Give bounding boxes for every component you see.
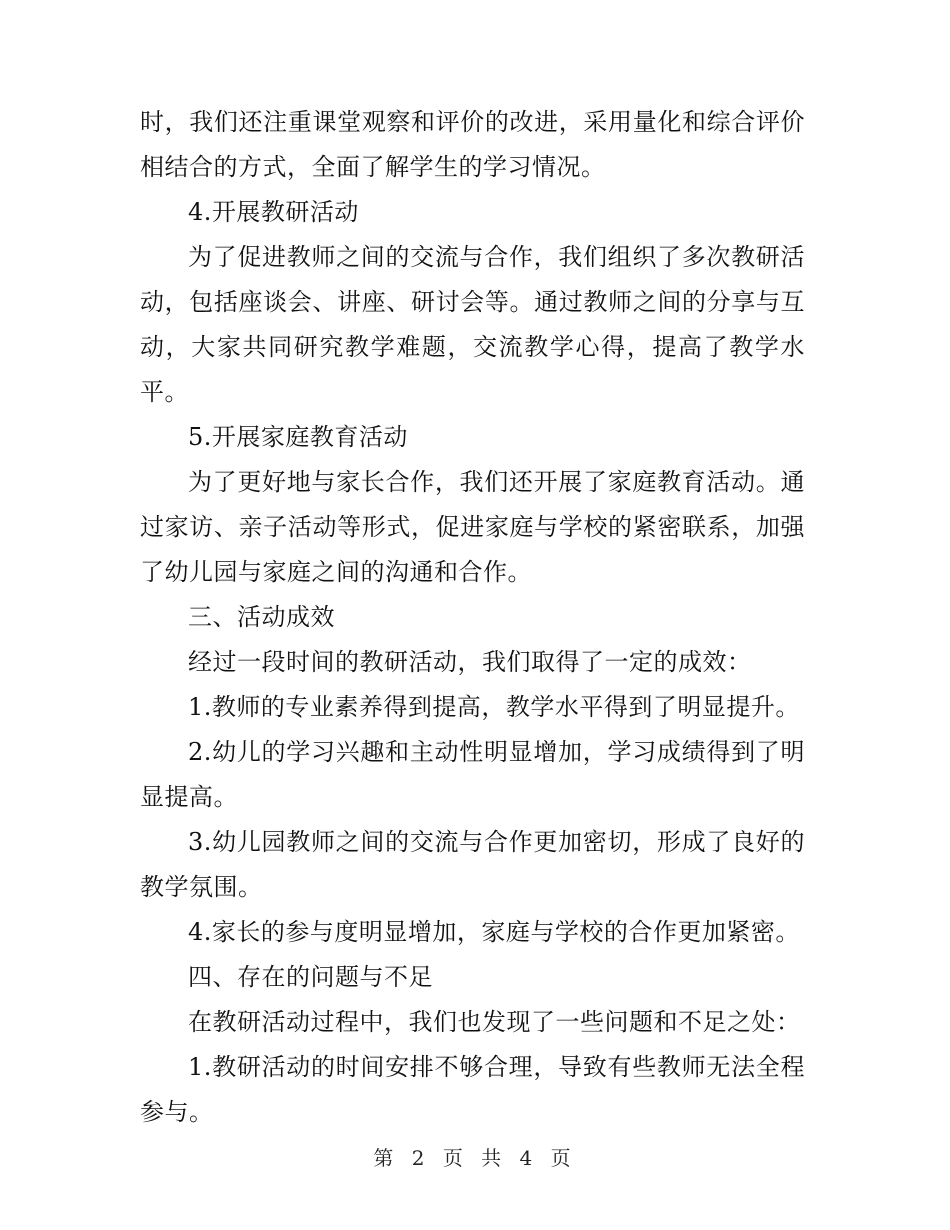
paragraph-family-education: 为了更好地与家长合作，我们还开展了家庭教育活动。通过家访、亲子活动等形式，促进家庭与学校的紧密联系，加强了幼儿园与家庭之间的沟通和合作。 <box>140 468 805 586</box>
problem-item-1: 1.教研活动的时间安排不够合理，导致有些教师无法全程参与。 <box>140 1053 805 1126</box>
section-heading-research-activities: 4.开展教研活动 <box>188 198 359 226</box>
page-number-footer: 第 2 页 共 4 页 <box>373 1146 577 1170</box>
document-body <box>140 100 805 1135</box>
section-heading-family-education: 5.开展家庭教育活动 <box>188 423 408 451</box>
section-heading-problems: 四、存在的问题与不足 <box>188 963 433 991</box>
section-heading-results: 三、活动成效 <box>188 603 335 631</box>
result-item-4: 4.家长的参与度明显增加，家庭与学校的合作更加紧密。 <box>188 918 800 946</box>
result-item-2: 2.幼儿的学习兴趣和主动性明显增加，学习成绩得到了明显提高。 <box>140 738 805 811</box>
paragraph-problems-intro: 在教研活动过程中，我们也发现了一些问题和不足之处： <box>188 1008 801 1036</box>
result-item-1: 1.教师的专业素养得到提高，教学水平得到了明显提升。 <box>188 693 800 721</box>
result-item-3: 3.幼儿园教师之间的交流与合作更加密切，形成了良好的教学氛围。 <box>140 828 805 901</box>
paragraph-research-activities: 为了促进教师之间的交流与合作，我们组织了多次教研活动，包括座谈会、讲座、研讨会等。通过教师之间的分享与互动，大家共同研究教学难题，交流教学心得，提高了教学水平。 <box>140 243 805 406</box>
paragraph-results-intro: 经过一段时间的教研活动，我们取得了一定的成效： <box>188 648 752 676</box>
paragraph-continuation: 时，我们还注重课堂观察和评价的改进，采用量化和综合评价相结合的方式，全面了解学生的学习情况。 <box>140 108 805 181</box>
